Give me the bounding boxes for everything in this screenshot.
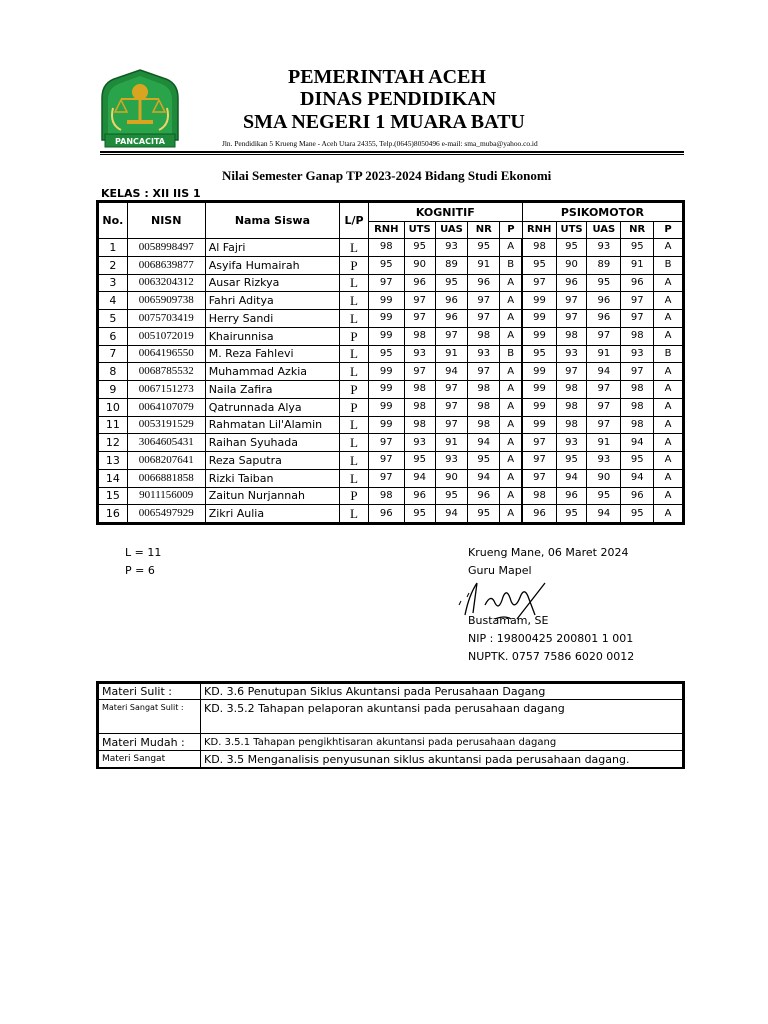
row-kognitif-rnh: 96 [368,505,404,523]
header-line-1: PEMERINTAH ACEH [288,66,486,88]
row-no: 5 [99,310,128,328]
row-psikomotor-uts: 95 [556,239,587,257]
row-kognitif-nr: 98 [468,398,500,416]
row-nisn: 0058998497 [127,239,205,257]
row-psikomotor-uts: 90 [556,256,587,274]
table-row [99,310,683,328]
school-address: Jln. Pendidikan 5 Krueng Mane - Aceh Utara 24355, Telp.(0645)8050496 e-mail: sma_muba@yahoo.co.id [222,139,538,148]
materi-label: Materi Mudah : [99,734,201,751]
row-kognitif-uas: 97 [435,381,468,399]
row-psikomotor-p: A [654,363,683,381]
row-kognitif-p: A [500,310,523,328]
row-kognitif-rnh: 97 [368,452,404,470]
row-psikomotor-p: A [654,487,683,505]
row-kognitif-uas: 94 [435,505,468,523]
materi-value: KD. 3.5 Menganalisis penyusunan siklus akuntansi pada perusahaan dagang. [201,751,683,768]
row-nisn: 0065497929 [127,505,205,523]
row-psikomotor-uas: 90 [587,469,621,487]
row-psikomotor-uts: 98 [556,327,587,345]
table-row [99,434,683,452]
place-date: Krueng Mane, 06 Maret 2024 [468,546,629,559]
row-psikomotor-uas: 96 [587,292,621,310]
row-kognitif-uas: 97 [435,327,468,345]
row-kognitif-uas: 96 [435,310,468,328]
row-psikomotor-p: A [654,292,683,310]
row-psikomotor-uts: 98 [556,416,587,434]
row-name: Khairunnisa [205,327,339,345]
row-kognitif-uas: 91 [435,345,468,363]
row-name: Muhammad Azkia [205,363,339,381]
row-no: 13 [99,452,128,470]
signer-nuptk: NUPTK. 0757 7586 6020 0012 [468,650,635,663]
table-row [99,398,683,416]
row-nisn: 0064196550 [127,345,205,363]
row-kognitif-uas: 95 [435,274,468,292]
row-psikomotor-uts: 93 [556,434,587,452]
row-kognitif-uts: 98 [404,398,435,416]
table-row [99,239,683,257]
row-psikomotor-rnh: 98 [522,239,556,257]
signer-nip: NIP : 19800425 200801 1 001 [468,632,634,645]
row-lp: P [340,327,369,345]
row-psikomotor-nr: 97 [621,363,654,381]
row-psikomotor-uts: 96 [556,487,587,505]
row-nisn: 0051072019 [127,327,205,345]
row-kognitif-uts: 98 [404,327,435,345]
row-psikomotor-rnh: 99 [522,398,556,416]
row-kognitif-uas: 97 [435,398,468,416]
row-psikomotor-nr: 91 [621,256,654,274]
row-nisn: 0053191529 [127,416,205,434]
row-psikomotor-uas: 97 [587,327,621,345]
row-kognitif-p: A [500,327,523,345]
row-kognitif-uas: 94 [435,363,468,381]
row-psikomotor-p: A [654,310,683,328]
header-p-uas: UAS [587,222,621,239]
row-lp: L [340,292,369,310]
row-psikomotor-p: A [654,434,683,452]
row-nisn: 0065909738 [127,292,205,310]
row-kognitif-p: A [500,469,523,487]
table-row [99,469,683,487]
row-psikomotor-uts: 95 [556,452,587,470]
row-kognitif-p: A [500,292,523,310]
row-kognitif-rnh: 99 [368,292,404,310]
row-kognitif-nr: 94 [468,434,500,452]
row-no: 2 [99,256,128,274]
row-kognitif-rnh: 97 [368,434,404,452]
row-kognitif-uts: 95 [404,239,435,257]
header-kognitif: KOGNITIF [368,203,522,222]
row-nisn: 0067151273 [127,381,205,399]
row-nisn: 3064605431 [127,434,205,452]
header-rule-thick [100,151,684,153]
row-no: 3 [99,274,128,292]
row-psikomotor-p: A [654,469,683,487]
row-psikomotor-uts: 98 [556,381,587,399]
row-kognitif-nr: 96 [468,274,500,292]
row-psikomotor-rnh: 95 [522,256,556,274]
row-kognitif-uts: 90 [404,256,435,274]
row-psikomotor-rnh: 99 [522,416,556,434]
row-lp: L [340,416,369,434]
row-psikomotor-uas: 93 [587,239,621,257]
table-row [99,505,683,523]
row-lp: L [340,239,369,257]
row-kognitif-rnh: 95 [368,345,404,363]
row-kognitif-uts: 95 [404,452,435,470]
row-lp: L [340,274,369,292]
row-kognitif-uas: 91 [435,434,468,452]
row-kognitif-nr: 98 [468,416,500,434]
table-row [99,345,683,363]
row-psikomotor-p: A [654,327,683,345]
row-no: 8 [99,363,128,381]
row-psikomotor-p: A [654,398,683,416]
row-psikomotor-rnh: 99 [522,310,556,328]
materi-value: KD. 3.5.1 Tahapan pengikhtisaran akuntansi pada perusahaan dagang [201,734,683,751]
row-kognitif-uts: 93 [404,434,435,452]
row-lp: P [340,398,369,416]
row-name: Al Fajri [205,239,339,257]
row-lp: L [340,345,369,363]
row-kognitif-uts: 94 [404,469,435,487]
row-nisn: 0068785532 [127,363,205,381]
row-kognitif-uas: 97 [435,416,468,434]
row-psikomotor-p: B [654,345,683,363]
row-kognitif-nr: 96 [468,487,500,505]
row-kognitif-p: A [500,416,523,434]
header-p-nr: NR [621,222,654,239]
grades-table [98,202,683,523]
row-kognitif-p: A [500,239,523,257]
row-psikomotor-uas: 91 [587,434,621,452]
row-kognitif-rnh: 98 [368,239,404,257]
row-psikomotor-rnh: 99 [522,292,556,310]
row-nisn: 0066881858 [127,469,205,487]
header-k-uts: UTS [404,222,435,239]
row-psikomotor-nr: 95 [621,239,654,257]
row-lp: L [340,452,369,470]
row-kognitif-uts: 97 [404,363,435,381]
row-name: Asyifa Humairah [205,256,339,274]
materi-table [98,683,683,768]
row-psikomotor-nr: 97 [621,292,654,310]
row-name: Reza Saputra [205,452,339,470]
row-nisn: 0068639877 [127,256,205,274]
row-psikomotor-uts: 97 [556,310,587,328]
row-psikomotor-uts: 97 [556,363,587,381]
row-kognitif-rnh: 98 [368,487,404,505]
row-kognitif-rnh: 99 [368,416,404,434]
signer-name: Bustamam, SE [468,614,549,627]
row-psikomotor-nr: 95 [621,505,654,523]
row-psikomotor-uas: 95 [587,274,621,292]
row-psikomotor-rnh: 99 [522,381,556,399]
header-k-uas: UAS [435,222,468,239]
row-kognitif-uas: 89 [435,256,468,274]
row-psikomotor-rnh: 98 [522,487,556,505]
row-kognitif-p: A [500,274,523,292]
row-kognitif-uts: 97 [404,292,435,310]
row-kognitif-rnh: 97 [368,274,404,292]
row-kognitif-p: B [500,256,523,274]
row-kognitif-p: A [500,398,523,416]
row-lp: L [340,434,369,452]
materi-label: Materi Sangat [99,751,201,768]
table-row [99,327,683,345]
row-psikomotor-p: A [654,274,683,292]
row-kognitif-uts: 98 [404,416,435,434]
header-p-rnh: RNH [522,222,556,239]
header-p-p: P [654,222,683,239]
row-no: 15 [99,487,128,505]
table-row [99,274,683,292]
row-no: 14 [99,469,128,487]
row-psikomotor-p: B [654,256,683,274]
row-psikomotor-nr: 98 [621,398,654,416]
table-row [99,487,683,505]
row-kognitif-rnh: 99 [368,363,404,381]
row-kognitif-nr: 91 [468,256,500,274]
row-name: Herry Sandi [205,310,339,328]
row-name: Qatrunnada Alya [205,398,339,416]
row-psikomotor-uas: 95 [587,487,621,505]
row-kognitif-uas: 96 [435,292,468,310]
header-line-2: DINAS PENDIDIKAN [300,88,497,110]
row-kognitif-nr: 95 [468,239,500,257]
row-psikomotor-nr: 98 [621,381,654,399]
grades-body [99,239,683,523]
table-row [99,452,683,470]
row-psikomotor-uas: 96 [587,310,621,328]
row-kognitif-rnh: 99 [368,327,404,345]
row-kognitif-uts: 97 [404,310,435,328]
signer-role: Guru Mapel [468,564,532,577]
row-no: 12 [99,434,128,452]
row-psikomotor-uts: 93 [556,345,587,363]
row-name: Zikri Aulia [205,505,339,523]
row-lp: L [340,505,369,523]
row-psikomotor-nr: 94 [621,469,654,487]
row-kognitif-p: A [500,381,523,399]
row-psikomotor-rnh: 99 [522,327,556,345]
grades-table-frame [96,200,685,525]
row-name: Rahmatan Lil'Alamin [205,416,339,434]
table-row [99,292,683,310]
row-psikomotor-uts: 96 [556,274,587,292]
table-row [99,416,683,434]
table-row [99,256,683,274]
row-kognitif-rnh: 95 [368,256,404,274]
row-lp: P [340,381,369,399]
row-kognitif-nr: 97 [468,292,500,310]
row-kognitif-uts: 96 [404,487,435,505]
row-kognitif-uas: 93 [435,452,468,470]
row-kognitif-p: A [500,434,523,452]
row-psikomotor-uas: 97 [587,416,621,434]
row-psikomotor-rnh: 97 [522,452,556,470]
header-p-uts: UTS [556,222,587,239]
row-kognitif-nr: 95 [468,452,500,470]
row-psikomotor-nr: 95 [621,452,654,470]
row-kognitif-uas: 93 [435,239,468,257]
row-lp: P [340,487,369,505]
row-psikomotor-nr: 93 [621,345,654,363]
row-name: M. Reza Fahlevi [205,345,339,363]
row-psikomotor-p: A [654,505,683,523]
row-kognitif-uts: 98 [404,381,435,399]
male-count: L = 11 [125,546,162,559]
row-lp: L [340,310,369,328]
row-psikomotor-uts: 97 [556,292,587,310]
row-name: Ausar Rizkya [205,274,339,292]
row-psikomotor-uas: 97 [587,381,621,399]
row-no: 6 [99,327,128,345]
header-k-rnh: RNH [368,222,404,239]
row-lp: P [340,256,369,274]
row-no: 7 [99,345,128,363]
materi-table-frame [96,681,685,769]
row-psikomotor-rnh: 95 [522,345,556,363]
row-kognitif-uts: 96 [404,274,435,292]
row-psikomotor-uas: 91 [587,345,621,363]
row-kognitif-p: A [500,505,523,523]
row-psikomotor-uas: 97 [587,398,621,416]
row-kognitif-nr: 94 [468,469,500,487]
header-rule-thin [100,154,684,155]
row-no: 10 [99,398,128,416]
materi-label: Materi Sulit : [99,684,201,700]
row-kognitif-uts: 93 [404,345,435,363]
row-name: Raihan Syuhada [205,434,339,452]
row-kognitif-rnh: 99 [368,310,404,328]
row-psikomotor-uts: 94 [556,469,587,487]
row-nisn: 0063204312 [127,274,205,292]
table-row [99,381,683,399]
row-no: 9 [99,381,128,399]
row-psikomotor-nr: 98 [621,416,654,434]
row-psikomotor-nr: 94 [621,434,654,452]
row-name: Fahri Aditya [205,292,339,310]
row-name: Zaitun Nurjannah [205,487,339,505]
row-kognitif-uts: 95 [404,505,435,523]
row-kognitif-p: A [500,363,523,381]
row-psikomotor-p: A [654,452,683,470]
header-no: No. [99,203,128,239]
row-kognitif-nr: 98 [468,381,500,399]
row-name: Naila Zafira [205,381,339,399]
header-psikomotor: PSIKOMOTOR [522,203,682,222]
row-no: 4 [99,292,128,310]
row-psikomotor-uas: 93 [587,452,621,470]
row-nisn: 0064107079 [127,398,205,416]
row-psikomotor-p: A [654,239,683,257]
row-lp: L [340,469,369,487]
row-kognitif-nr: 93 [468,345,500,363]
row-kognitif-nr: 95 [468,505,500,523]
row-kognitif-nr: 97 [468,310,500,328]
header-nisn: NISN [127,203,205,239]
row-no: 11 [99,416,128,434]
female-count: P = 6 [125,564,155,577]
class-label: KELAS : XII IIS 1 [101,187,201,200]
row-no: 16 [99,505,128,523]
row-kognitif-p: B [500,345,523,363]
row-psikomotor-rnh: 97 [522,469,556,487]
row-psikomotor-uts: 95 [556,505,587,523]
row-psikomotor-rnh: 97 [522,274,556,292]
row-kognitif-rnh: 97 [368,469,404,487]
row-kognitif-rnh: 99 [368,381,404,399]
row-kognitif-nr: 97 [468,363,500,381]
row-psikomotor-rnh: 96 [522,505,556,523]
row-name: Rizki Taiban [205,469,339,487]
pancacita-logo [99,68,181,150]
header-k-nr: NR [468,222,500,239]
row-kognitif-uas: 90 [435,469,468,487]
document-subtitle: Nilai Semester Ganap TP 2023-2024 Bidang Studi Ekonomi [222,168,552,183]
header-k-p: P [500,222,523,239]
row-nisn: 0068207641 [127,452,205,470]
row-kognitif-uas: 95 [435,487,468,505]
row-kognitif-p: A [500,487,523,505]
row-psikomotor-uas: 94 [587,505,621,523]
row-psikomotor-nr: 98 [621,327,654,345]
row-psikomotor-p: A [654,416,683,434]
materi-value: KD. 3.6 Penutupan Siklus Akuntansi pada Perusahaan Dagang [201,684,683,700]
row-no: 1 [99,239,128,257]
row-psikomotor-rnh: 99 [522,363,556,381]
row-psikomotor-p: A [654,381,683,399]
materi-value: KD. 3.5.2 Tahapan pelaporan akuntansi pada perusahaan dagang [201,700,683,734]
row-psikomotor-nr: 97 [621,310,654,328]
row-psikomotor-nr: 96 [621,274,654,292]
header-line-3: SMA NEGERI 1 MUARA BATU [243,111,525,133]
row-psikomotor-nr: 96 [621,487,654,505]
row-psikomotor-uas: 89 [587,256,621,274]
materi-label: Materi Sangat Sulit : [99,700,201,734]
row-psikomotor-uts: 98 [556,398,587,416]
logo-text: PANCACITA [115,137,165,146]
row-kognitif-p: A [500,452,523,470]
row-kognitif-rnh: 99 [368,398,404,416]
row-psikomotor-rnh: 97 [522,434,556,452]
header-lp: L/P [340,203,369,239]
header-nama: Nama Siswa [205,203,339,239]
row-kognitif-nr: 98 [468,327,500,345]
row-nisn: 9011156009 [127,487,205,505]
row-psikomotor-uas: 94 [587,363,621,381]
row-lp: L [340,363,369,381]
row-nisn: 0075703419 [127,310,205,328]
table-row [99,363,683,381]
